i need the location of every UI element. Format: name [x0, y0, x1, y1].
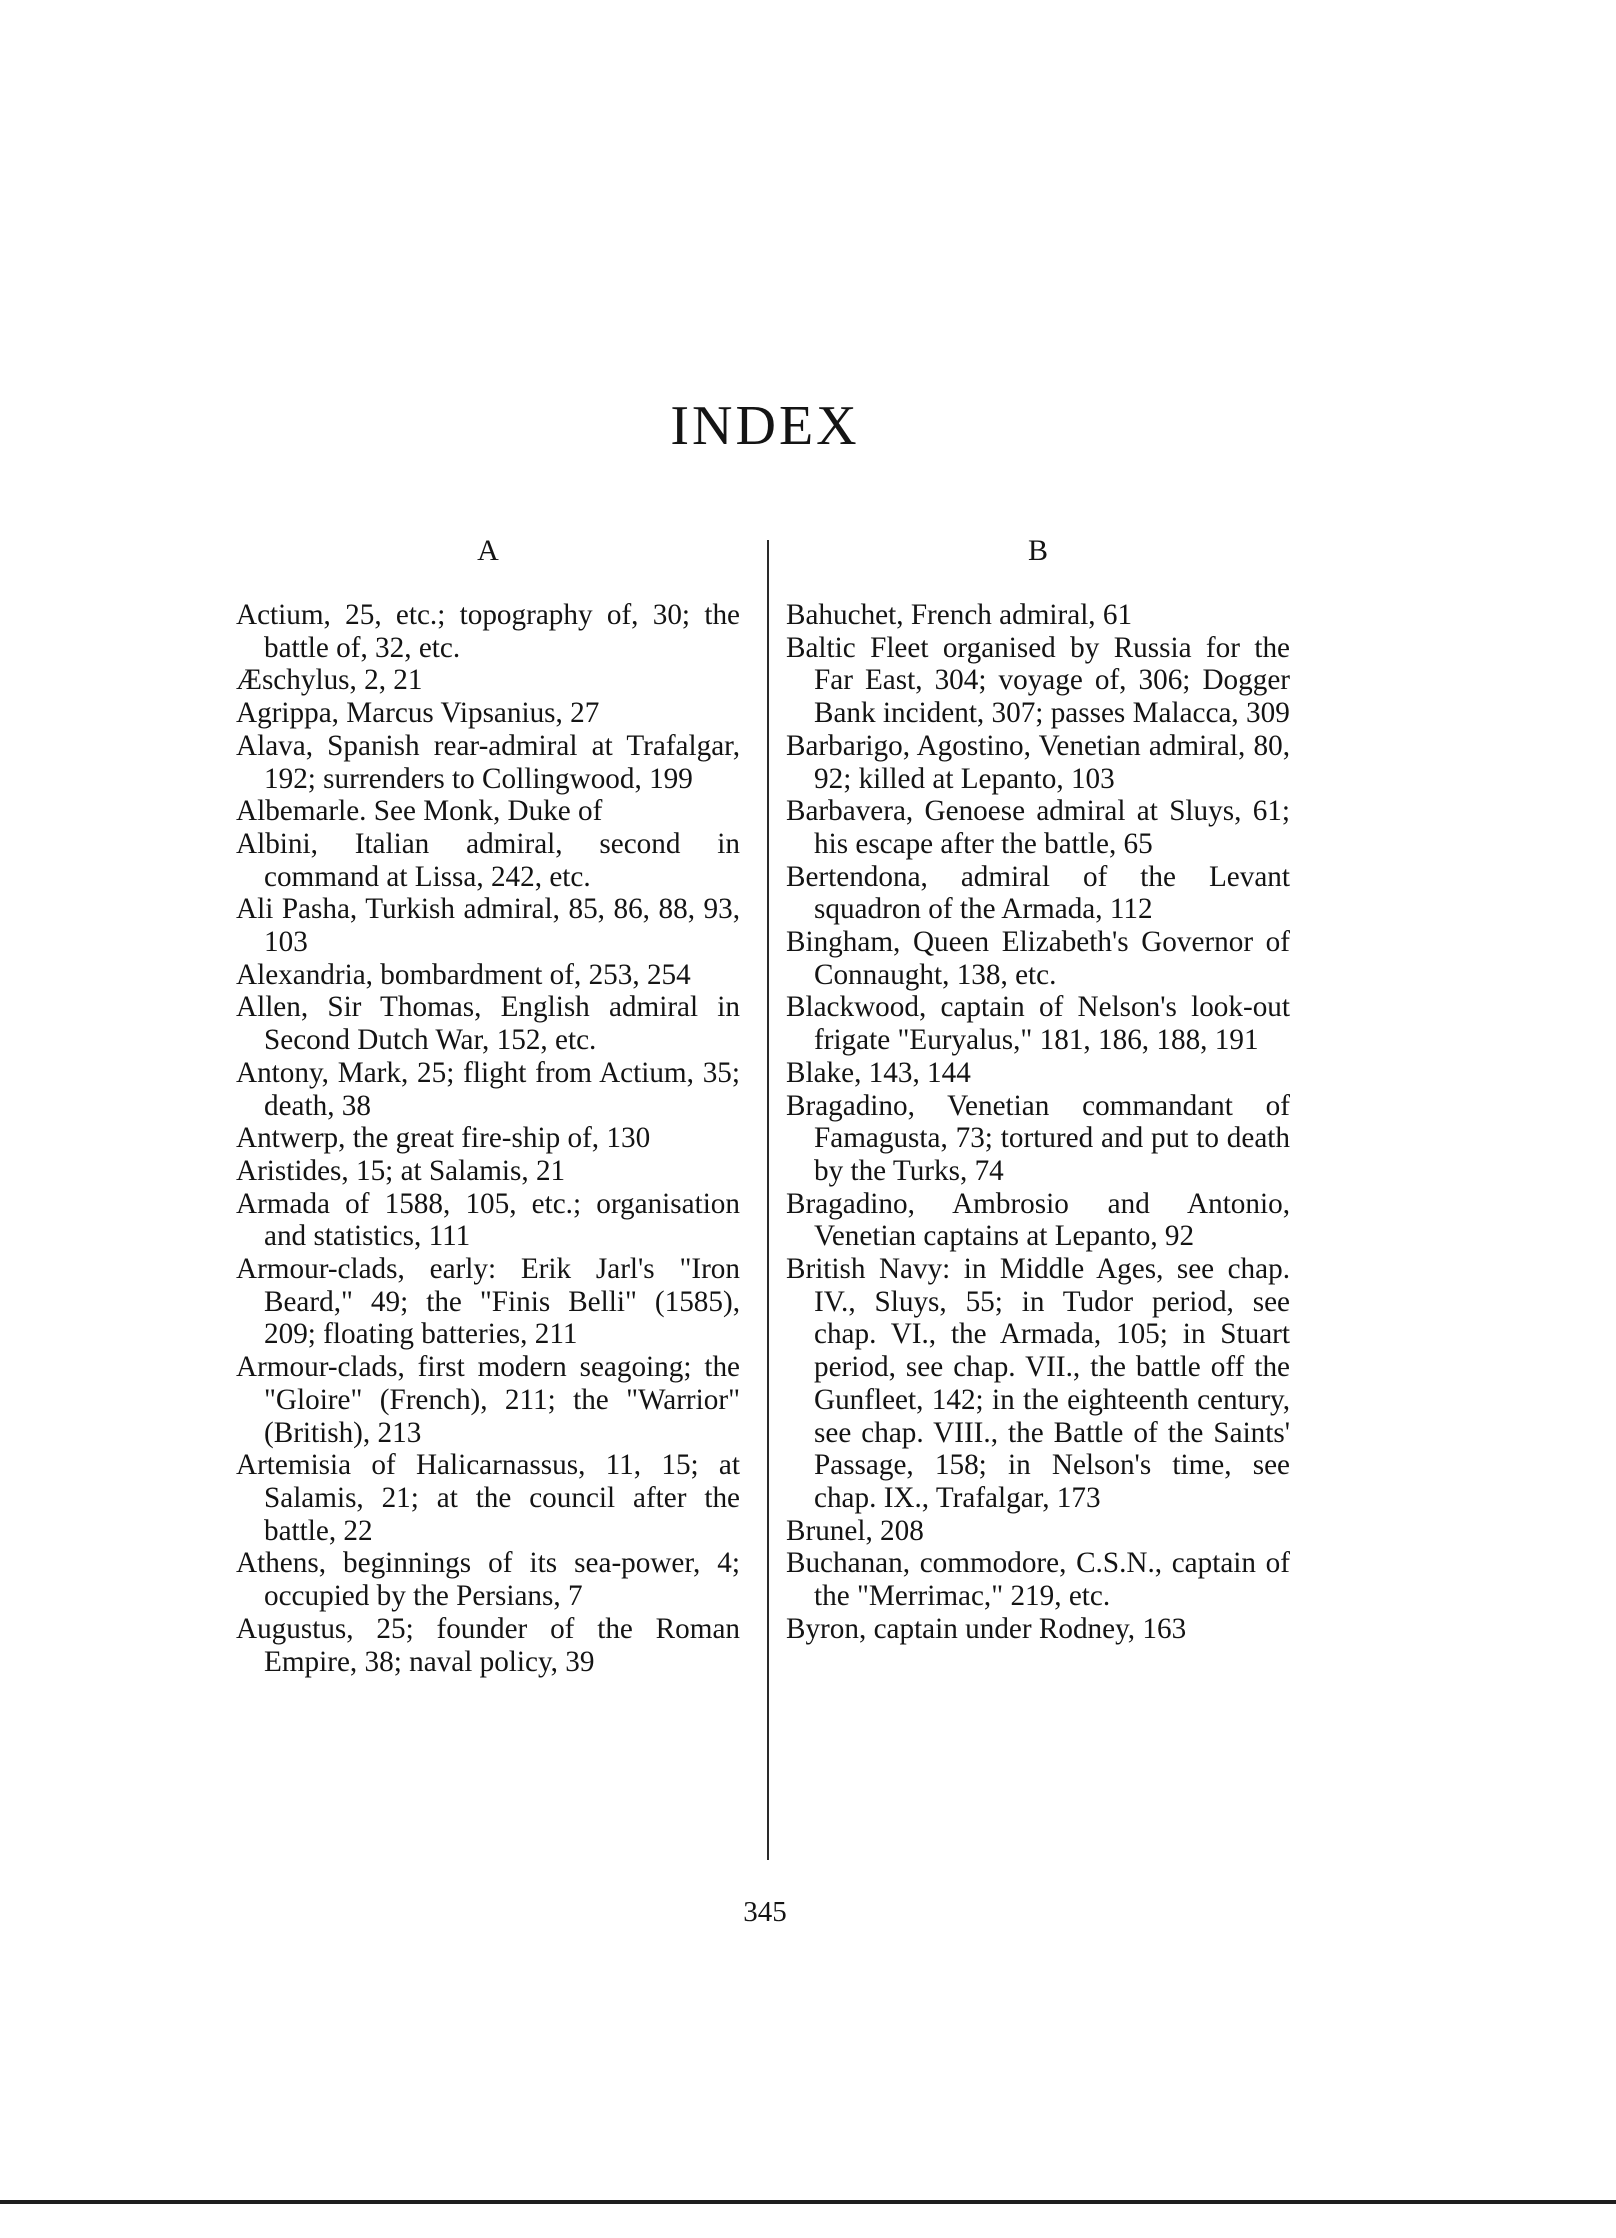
index-entry: Armour-clads, first modern seagoing; the "Gloire" (French), 211; the "Warrior" (British), 213 [236, 1351, 740, 1449]
index-entry: Baltic Fleet organised by Russia for the Far East, 304; voyage of, 306; Dogger Bank incident, 307; passes Malacca, 309 [786, 631, 1290, 730]
index-entry: Blackwood, captain of Nelson's look-out frigate "Euryalus," 181, 186, 188, 191 [786, 991, 1290, 1057]
index-entry: Augustus, 25; founder of the Roman Empire, 38; naval policy, 39 [236, 1612, 740, 1678]
scan-bottom-rule [0, 2200, 1616, 2204]
index-entry: Allen, Sir Thomas, English admiral in Second Dutch War, 152, etc. [236, 991, 740, 1057]
index-entry: Brunel, 208 [786, 1514, 924, 1547]
page-title: INDEX [670, 395, 860, 457]
index-entries-b [786, 599, 1290, 1646]
index-entry: Albemarle. See Monk, Duke of [236, 795, 603, 828]
index-entry: Antony, Mark, 25; flight from Actium, 35; death, 38 [236, 1056, 740, 1122]
index-entry: Armour-clads, early: Erik Jarl's "Iron Beard," 49; the "Finis Belli" (1585), 209; floating batteries, 211 [236, 1253, 740, 1351]
index-entry: Antwerp, the great fire-ship of, 130 [236, 1122, 651, 1155]
index-entry: Bertendona, admiral of the Levant squadron of the Armada, 112 [786, 860, 1290, 926]
index-entry: Blake, 143, 144 [786, 1056, 971, 1089]
index-entry: Barbarigo, Agostino, Venetian admiral, 80, 92; killed at Lepanto, 103 [786, 729, 1290, 795]
index-entry: Albini, Italian admiral, second in command at Lissa, 242, etc. [236, 827, 740, 893]
section-letter-b: B [1027, 534, 1048, 567]
index-entry: Agrippa, Marcus Vipsanius, 27 [236, 697, 600, 730]
index-entry: Actium, 25, etc.; topography of, 30; the battle of, 32, etc. [236, 599, 740, 664]
index-entry: Byron, captain under Rodney, 163 [786, 1612, 1187, 1645]
column-divider [767, 540, 769, 1860]
index-entry: Bahuchet, French admiral, 61 [786, 599, 1133, 631]
index-entry: Buchanan, commodore, C.S.N., captain of the "Merrimac," 219, etc. [786, 1547, 1290, 1613]
index-entry: Alexandria, bombardment of, 253, 254 [236, 958, 691, 991]
index-entry: Bragadino, Ambrosio and Antonio, Venetian captains at Lepanto, 92 [786, 1187, 1290, 1253]
index-entry: British Navy: in Middle Ages, see chap. IV., Sluys, 55; in Tudor period, see chap. VI., the Armada, 105; in Stuart period, see chap. VII., the battle off the Gunfleet, 142; in the eighteenth century, see chap. VIII., the Battle of the Saints' Passage, 158; in Nelson's time, see chap. IX., Trafalgar, 173 [786, 1253, 1290, 1514]
index-entry: Bingham, Queen Elizabeth's Governor of Connaught, 138, etc. [786, 926, 1290, 991]
index-entry: Æschylus, 2, 21 [236, 664, 423, 697]
index-entry: Alava, Spanish rear-admiral at Trafalgar, 192; surrenders to Collingwood, 199 [236, 729, 740, 795]
index-entry: Aristides, 15; at Salamis, 21 [236, 1154, 566, 1187]
section-letter-a: A [477, 534, 499, 567]
index-entry: Ali Pasha, Turkish admiral, 85, 86, 88, 93, 103 [236, 893, 740, 959]
index-entry: Bragadino, Venetian commandant of Famagusta, 73; tortured and put to death by the Turks, 74 [786, 1089, 1290, 1187]
index-entry: Barbavera, Genoese admiral at Sluys, 61; his escape after the battle, 65 [786, 795, 1290, 860]
index-entry: Artemisia of Halicarnassus, 11, 15; at Salamis, 21; at the council after the battle, 22 [236, 1449, 740, 1547]
index-column-a [236, 535, 740, 1678]
index-entry: Armada of 1588, 105, etc.; organisation and statistics, 111 [236, 1187, 740, 1253]
index-entries-a [236, 599, 740, 1678]
index-entry: Athens, beginnings of its sea-power, 4; occupied by the Persians, 7 [236, 1547, 740, 1613]
index-column-b [786, 535, 1290, 1646]
page-number: 345 [743, 1896, 787, 1928]
